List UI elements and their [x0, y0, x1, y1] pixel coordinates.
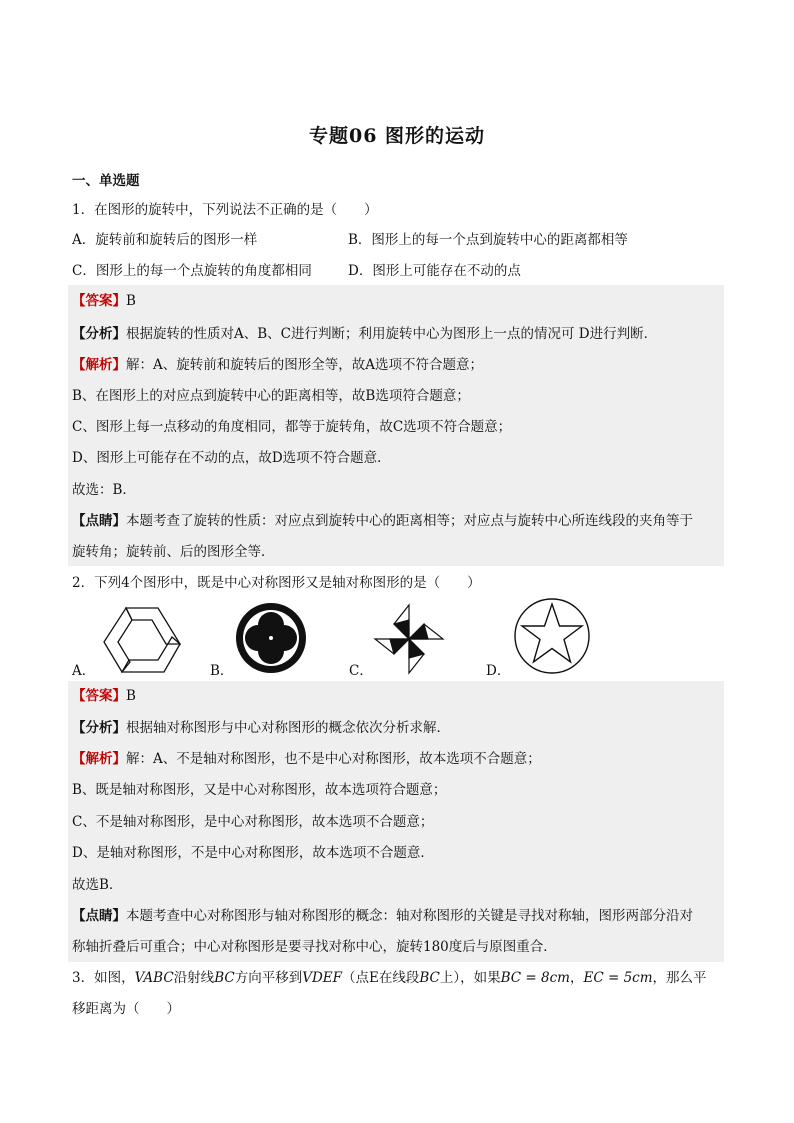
analysis-text: 根据旋转的性质对A、B、C进行判断；利用旋转中心为图形上一点的情况可 D进行判断． [126, 326, 658, 342]
q2-analysis-line [72, 719, 450, 737]
q1-stem: 1．在图形的旋转中，下列说法不正确的是（ ） [72, 202, 378, 218]
q2-solution-line-2: C、不是轴对称图形，是中心对称图形，故本选项不合题意； [72, 814, 434, 830]
answer-value: B [126, 688, 136, 704]
q2-solution-line-4: 故选B． [72, 877, 123, 893]
q2-label-c: C． [349, 663, 373, 679]
q2-solution-line-1: B、既是轴对称图形，又是中心对称图形，故本选项符合题意； [72, 782, 447, 798]
q1-comment-line-0 [72, 512, 693, 530]
q1-solution-line-2: C、图形上每一点移动的角度相同，都等于旋转角，故C选项不符合题意； [72, 419, 512, 435]
q1-option-a: A．旋转前和旋转后的图形一样 [72, 232, 258, 248]
analysis-text: 根据轴对称图形与中心对称图形的概念依次分析求解． [126, 720, 450, 736]
figure-a-interlocked-bars [96, 604, 188, 676]
q2-label-a: A． [72, 663, 96, 679]
analysis-tag: 【分析】 [72, 326, 126, 342]
comment-text: 本题考查中心对称图形与轴对称图形的概念：轴对称图形的关键是寻找对称轴，图形两部分沿对 [126, 908, 693, 924]
figure-c-pinwheel [372, 602, 446, 676]
q3-text: ， [569, 970, 584, 986]
q2-comment-line-1: 称轴折叠后可重合；中心对称图形是要寻找对称中心，旋转180度后与原图重合． [72, 939, 557, 955]
q1-solution-line-0 [72, 356, 483, 374]
figure-b-four-lobe-circle [234, 601, 308, 675]
solution-tag: 【解析】 [72, 357, 126, 373]
q3-text: 上），如果 [439, 970, 501, 986]
q3-text: ，那么平 [652, 970, 707, 986]
analysis-tag: 【分析】 [72, 720, 126, 736]
comment-tag: 【点睛】 [72, 908, 126, 924]
q3-triangle-def: VDEF [302, 970, 342, 986]
page-title: 专题06 图形的运动 [308, 125, 486, 147]
comment-text: 本题考查了旋转的性质：对应点到旋转中心的距离相等；对应点与旋转中心所连线段的夹角等于 [126, 513, 693, 529]
q3-segment-bc: BC [419, 970, 440, 986]
q3-text: 沿射线 [173, 970, 215, 986]
q1-solution-line-4: 故选：B． [72, 482, 136, 498]
q3-text: （点E在线段 [342, 970, 420, 986]
q3-stem-line-1: 移距离为（ ） [72, 1001, 180, 1017]
comment-tag: 【点睛】 [72, 513, 126, 529]
q1-solution-line-3: D、图形上可能存在不动的点，故D选项不符合题意． [72, 450, 391, 466]
q1-option-b: B．图形上的每一个点到旋转中心的距离都相等 [348, 232, 628, 248]
q2-answer-line [72, 687, 136, 705]
q3-ec-length: EC = 5cm [583, 970, 653, 986]
answer-tag: 【答案】 [72, 688, 126, 704]
q3-bc-length: BC = 8cm [500, 970, 570, 986]
solution-text: 解：A、旋转前和旋转后的图形全等，故A选项不符合题意； [126, 357, 483, 373]
q1-option-c: C．图形上的每一个点旋转的角度都相同 [72, 263, 312, 279]
q2-label-d: D． [486, 663, 511, 679]
q2-solution-line-3: D、是轴对称图形，不是中心对称图形，故本选项不合题意． [72, 845, 434, 861]
q1-option-d: D．图形上可能存在不动的点 [348, 263, 521, 279]
solution-tag: 【解析】 [72, 751, 126, 767]
q3-stem-line-0 [72, 969, 707, 987]
q3-text: 3．如图， [72, 970, 135, 986]
figure-d-star-in-circle [512, 596, 592, 676]
answer-value: B [126, 293, 136, 309]
answer-tag: 【答案】 [72, 293, 126, 309]
q1-solution-line-1: B、在图形上的对应点到旋转中心的距离相等，故B选项符合题意； [72, 388, 470, 404]
q3-triangle-abc: VABC [134, 970, 174, 986]
q2-stem: 2．下列4个图形中，既是中心对称图形又是轴对称图形的是（ ） [72, 575, 481, 591]
q2-label-b: B． [210, 663, 234, 679]
q3-ray-bc: BC [214, 970, 235, 986]
q3-text: 方向平移到 [234, 970, 303, 986]
q1-answer-line [72, 292, 136, 310]
q1-comment-line-1: 旋转角；旋转前、后的图形全等． [72, 544, 275, 560]
section-heading: 一、单选题 [72, 173, 140, 189]
q1-analysis-line [72, 325, 657, 343]
solution-text: 解：A、不是轴对称图形，也不是中心对称图形，故本选项不合题意； [126, 751, 541, 767]
q2-comment-line-0 [72, 907, 693, 925]
q2-solution-line-0 [72, 750, 541, 768]
